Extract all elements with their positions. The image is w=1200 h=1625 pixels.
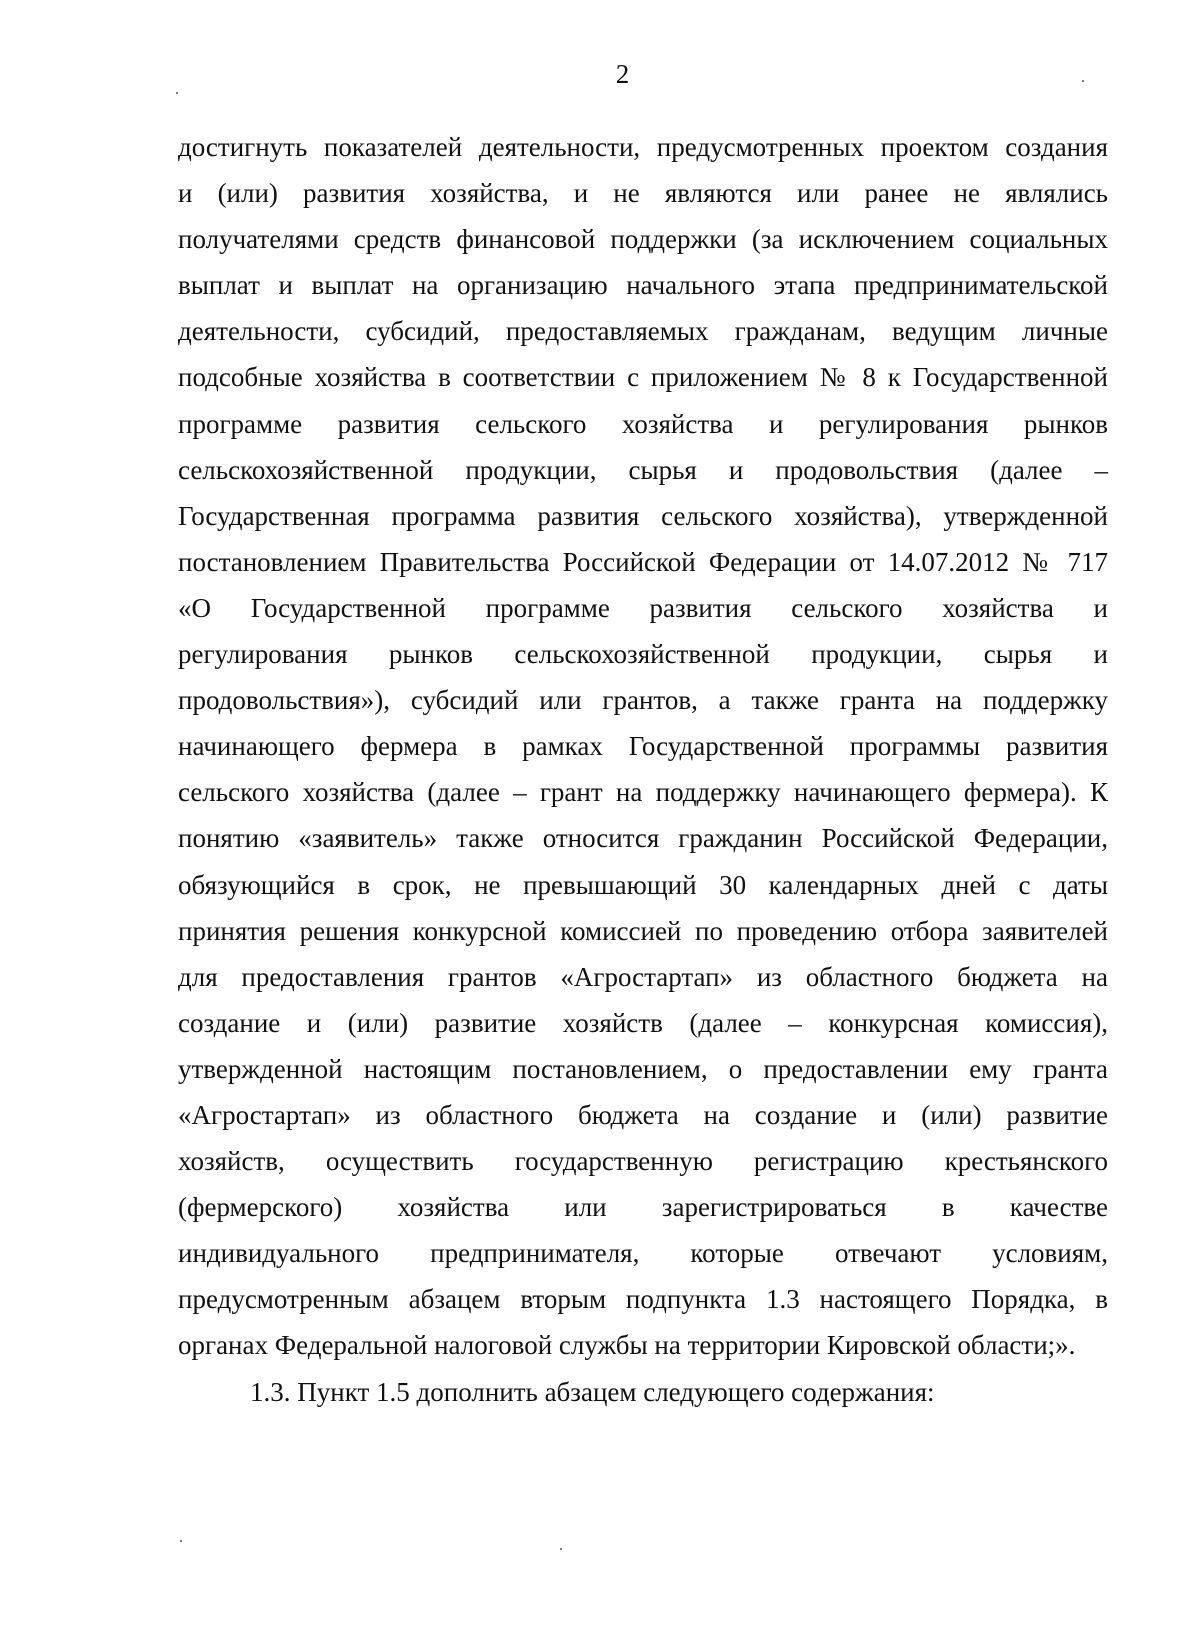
text-line: сельскохозяйственной продукции, сырья и продовольствия (далее –	[178, 454, 1108, 485]
text-line: «О Государственной программе развития сельского хозяйства и	[178, 592, 1108, 623]
scan-speck	[1082, 80, 1084, 82]
text-line: продовольствия»), субсидий или грантов, а также гранта на поддержку	[178, 685, 1108, 716]
text-line: (фермерского) хозяйства или зарегистрироваться в качестве	[178, 1192, 1108, 1223]
text-line: Государственная программа развития сельского хозяйства), утвержденной	[178, 500, 1108, 531]
text-line: деятельности, субсидий, предоставляемых гражданам, ведущим личные	[178, 316, 1108, 347]
text-line: индивидуального предпринимателя, которые отвечают условиям,	[178, 1238, 1108, 1269]
text-line: предусмотренным абзацем вторым подпункта 1.3 настоящего Порядка, в	[178, 1284, 1108, 1315]
text-line: достигнуть показателей деятельности, предусмотренных проектом создания	[178, 132, 1108, 162]
text-line: постановлением Правительства Российской Федерации от 14.07.2012 № 717	[178, 546, 1108, 577]
text-line: обязующийся в срок, не превышающий 30 календарных дней с даты	[178, 869, 1108, 900]
document-body	[178, 124, 1108, 1415]
text-line: получателями средств финансовой поддержки (за исключением социальных	[178, 224, 1108, 255]
page-number: 2	[615, 59, 630, 89]
text-line: подсобные хозяйства в соответствии с приложением № 8 к Государственной	[178, 362, 1108, 393]
text-line-last: органах Федеральной налоговой службы на территории Кировской области;».	[178, 1330, 1076, 1361]
text-line: сельского хозяйства (далее – грант на поддержку начинающего фермера). К	[178, 777, 1108, 808]
text-line: программе развития сельского хозяйства и регулирования рынков	[178, 408, 1108, 439]
text-line: хозяйств, осуществить государственную регистрацию крестьянского	[178, 1146, 1108, 1177]
scan-speck	[560, 1548, 562, 1550]
text-line: принятия решения конкурсной комиссией по проведению отбора заявителей	[178, 915, 1108, 946]
text-line: для предоставления грантов «Агростартап» из областного бюджета на	[178, 961, 1108, 992]
text-line: создание и (или) развитие хозяйств (далее – конкурсная комиссия),	[178, 1007, 1108, 1038]
text-line: начинающего фермера в рамках Государственной программы развития	[178, 731, 1108, 762]
paragraph-continuation	[178, 124, 1108, 1369]
text-line: «Агростартап» из областного бюджета на создание и (или) развитие	[178, 1099, 1108, 1130]
text-line: выплат и выплат на организацию начального этапа предпринимательской	[178, 270, 1108, 301]
text-line: понятию «заявитель» также относится гражданин Российской Федерации,	[178, 823, 1108, 854]
scan-speck	[176, 92, 178, 94]
text-line: и (или) развития хозяйства, и не являются или ранее не являлись	[178, 178, 1108, 209]
paragraph-item-1-3: 1.3. Пункт 1.5 дополнить абзацем следующего содержания:	[250, 1376, 935, 1407]
text-line: регулирования рынков сельскохозяйственной продукции, сырья и	[178, 639, 1108, 670]
text-line: утвержденной настоящим постановлением, о предоставлении ему гранта	[178, 1053, 1108, 1084]
scan-speck	[180, 1540, 182, 1542]
